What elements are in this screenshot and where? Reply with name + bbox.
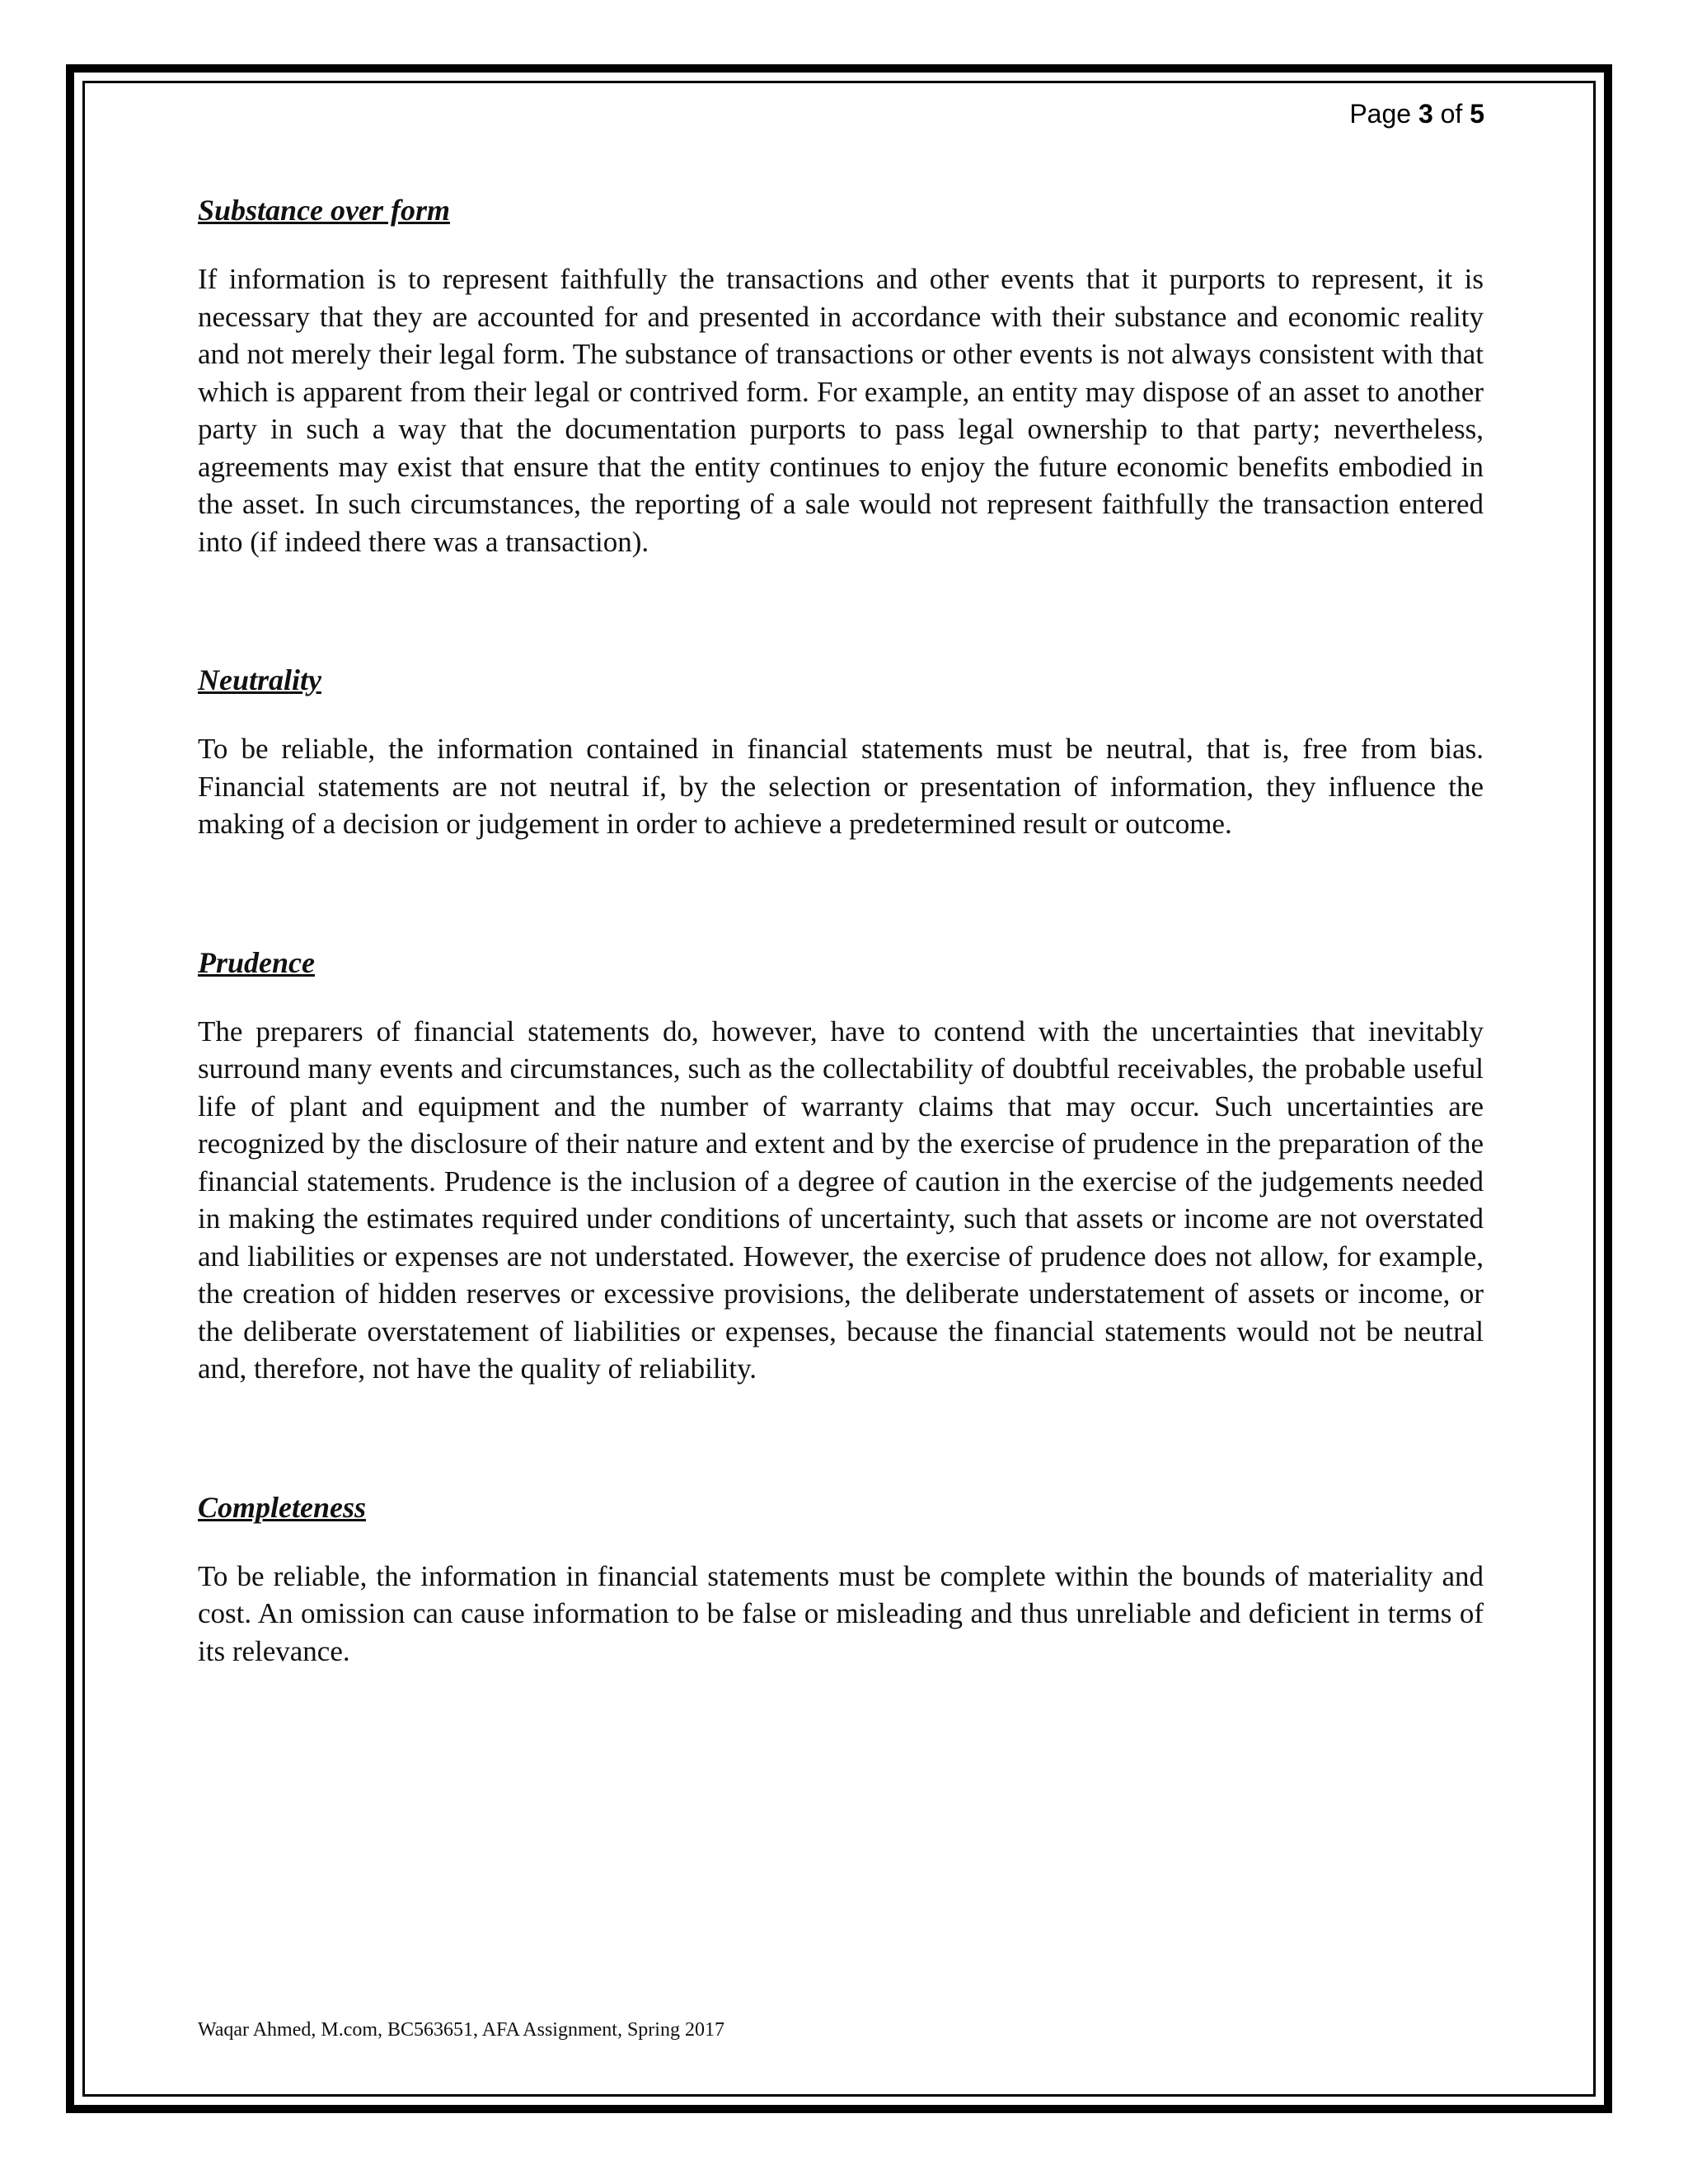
document-content [198, 191, 1484, 1770]
section-paragraph: To be reliable, the information contained in financial statements must be neutral, that is, free from bias. Financial statements are not neutral if, by the selection or presentation of information, they influence the making of a decision or judgement in order to achieve a predetermined result or outcome. [198, 733, 1484, 840]
section-neutrality [198, 661, 1484, 843]
page-of: of [1440, 99, 1463, 129]
section-paragraph: If information is to represent faithfully the transactions and other events that it purports to represent, it is necessary that they are accounted for and presented in accordance with their substance and economic reality and not merely their legal form. The substance of transactions or other events is not always consistent with that which is apparent from their legal or contrived form. For example, an entity may dispose of an asset to another party in such a way that the documentation purports to pass legal ownership to that party; nevertheless, agreements may exist that ensure that the entity continues to enjoy the future economic benefits embodied in the asset. In such circumstances, the reporting of a sale would not represent faithfully the transaction entered into (if indeed there was a transaction). [198, 263, 1484, 558]
section-completeness [198, 1488, 1484, 1671]
section-paragraph: The preparers of financial statements do, however, have to contend with the uncertainties that inevitably surround many events and circumstances, such as the collectability of doubtful receivables, the probable useful life of plant and equipment and the number of warranty claims that may occur. Such uncertainties are recognized by the disclosure of their nature and extent and by the exercise of prudence in the preparation of the financial statements. Prudence is the inclusion of a degree of caution in the exercise of the judgements needed in making the estimates required under conditions of uncertainty, such that assets or income are not overstated and liabilities or expenses are not understated. However, the exercise of prudence does not allow, for example, the creation of hidden reserves or excessive provisions, the deliberate understatement of assets or income, or the deliberate overstatement of liabilities or expenses, because the financial statements would not be neutral and, therefore, not have the quality of reliability. [198, 1015, 1484, 1385]
section-heading: Completeness [198, 1490, 366, 1524]
page-footer: Waqar Ahmed, M.com, BC563651, AFA Assignment, Spring 2017 [198, 2019, 724, 2041]
page-total: 5 [1470, 99, 1484, 129]
page-current: 3 [1418, 99, 1433, 129]
section-heading: Neutrality [198, 663, 321, 696]
section-heading: Substance over form [198, 194, 450, 227]
page-number [1349, 99, 1484, 129]
section-paragraph: To be reliable, the information in financial statements must be complete within the bounds of materiality and cost. An omission can cause information to be false or misleading and thus unreliable and deficient in terms of its relevance. [198, 1559, 1484, 1667]
section-substance-over-form [198, 191, 1484, 560]
section-heading: Prudence [198, 945, 315, 979]
section-prudence [198, 944, 1484, 1388]
page-prefix: Page [1349, 99, 1412, 129]
